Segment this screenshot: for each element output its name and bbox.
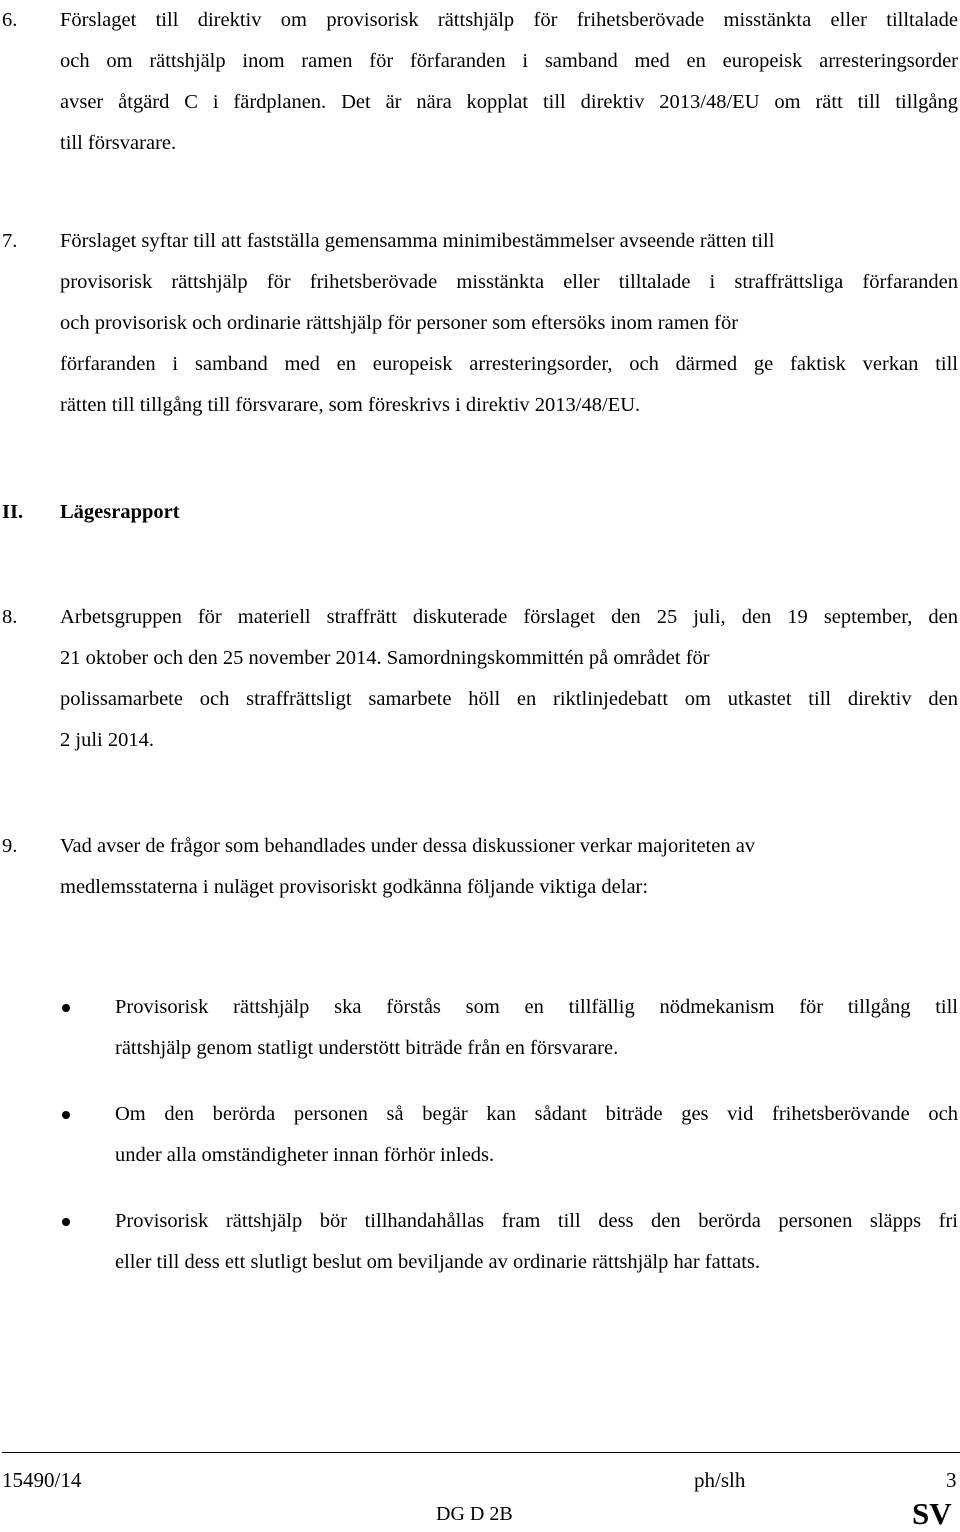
text-line: Om den berörda personen så begär kan sådant biträde ges vid frihetsberövande och: [115, 1103, 958, 1125]
heading-text: Lägesrapport: [60, 501, 180, 523]
paragraph-number: 9.: [2, 835, 18, 857]
bullet-icon: [62, 1004, 70, 1012]
text-line: och provisorisk och ordinarie rättshjälp för personer som eftersöks inom ramen för: [60, 312, 739, 334]
paragraph-text: [60, 826, 958, 908]
paragraph-number: 6.: [2, 9, 18, 31]
bullet-icon: [62, 1111, 70, 1119]
text-line: under alla omständigheter innan förhör inleds.: [115, 1144, 495, 1166]
footer-page-number: 3: [946, 1468, 957, 1492]
text-line: rätten till tillgång till försvarare, som föreskrivs i direktiv 2013/48/EU.: [60, 394, 641, 416]
list-item-text: [115, 1201, 958, 1283]
text-line: medlemsstaterna i nuläget provisoriskt godkänna följande viktiga delar:: [60, 876, 649, 898]
text-line: Förslaget till direktiv om provisorisk rättshjälp för frihetsberövade misstänkta eller tilltalade: [60, 9, 958, 31]
text-line: och om rättshjälp inom ramen för förfaranden i samband med en europeisk arresteringsorder: [60, 50, 958, 72]
bullet-icon: [62, 1218, 70, 1226]
section-title: [60, 492, 958, 533]
text-line: Förslaget syftar till att fastställa gemensamma minimibestämmelser avseende rätten till: [60, 230, 775, 252]
paragraph-number: 7.: [2, 230, 18, 252]
list-item-text: [115, 987, 958, 1069]
text-line: rättshjälp genom statligt understött biträde från en försvarare.: [115, 1037, 619, 1059]
text-line: Provisorisk rättshjälp ska förstås som en tillfällig nödmekanism för tillgång till: [115, 996, 958, 1018]
footer-language-code: SV: [912, 1496, 952, 1531]
paragraph-text: [60, 221, 958, 426]
paragraph-number: 8.: [2, 606, 18, 628]
paragraph-text: [60, 0, 958, 164]
text-line: provisorisk rättshjälp för frihetsberövade misstänkta eller tilltalade i straffrättsliga förfaranden: [60, 271, 958, 293]
section-number: II.: [2, 501, 24, 523]
paragraph-text: [60, 597, 958, 761]
text-line: eller till dess ett slutligt beslut om beviljande av ordinarie rättshjälp har fattats.: [115, 1251, 761, 1273]
text-line: 2 juli 2014.: [60, 729, 154, 751]
footer-directorate: DG D 2B: [436, 1503, 513, 1525]
text-line: till försvarare.: [60, 132, 177, 154]
text-line: avser åtgärd C i färdplanen. Det är nära kopplat till direktiv 2013/48/EU om rätt till tillgång: [60, 91, 958, 113]
text-line: Vad avser de frågor som behandlades under dessa diskussioner verkar majoriteten av: [60, 835, 756, 857]
text-line: polissamarbete och straffrättsligt samarbete höll en riktlinjedebatt om utkastet till direktiv den: [60, 688, 958, 710]
footer-initials: ph/slh: [694, 1468, 746, 1492]
text-line: Arbetsgruppen för materiell straffrätt diskuterade förslaget den 25 juli, den 19 september, den: [60, 606, 958, 628]
text-line: 21 oktober och den 25 november 2014. Samordningskommittén på området för: [60, 647, 710, 669]
footer-document-number: 15490/14: [2, 1468, 82, 1492]
list-item-text: [115, 1094, 958, 1176]
text-line: Provisorisk rättshjälp bör tillhandahållas fram till dess den berörda personen släpps fri: [115, 1210, 958, 1232]
footer-divider: [2, 1452, 960, 1453]
text-line: förfaranden i samband med en europeisk arresteringsorder, och därmed ge faktisk verkan till: [60, 353, 958, 375]
